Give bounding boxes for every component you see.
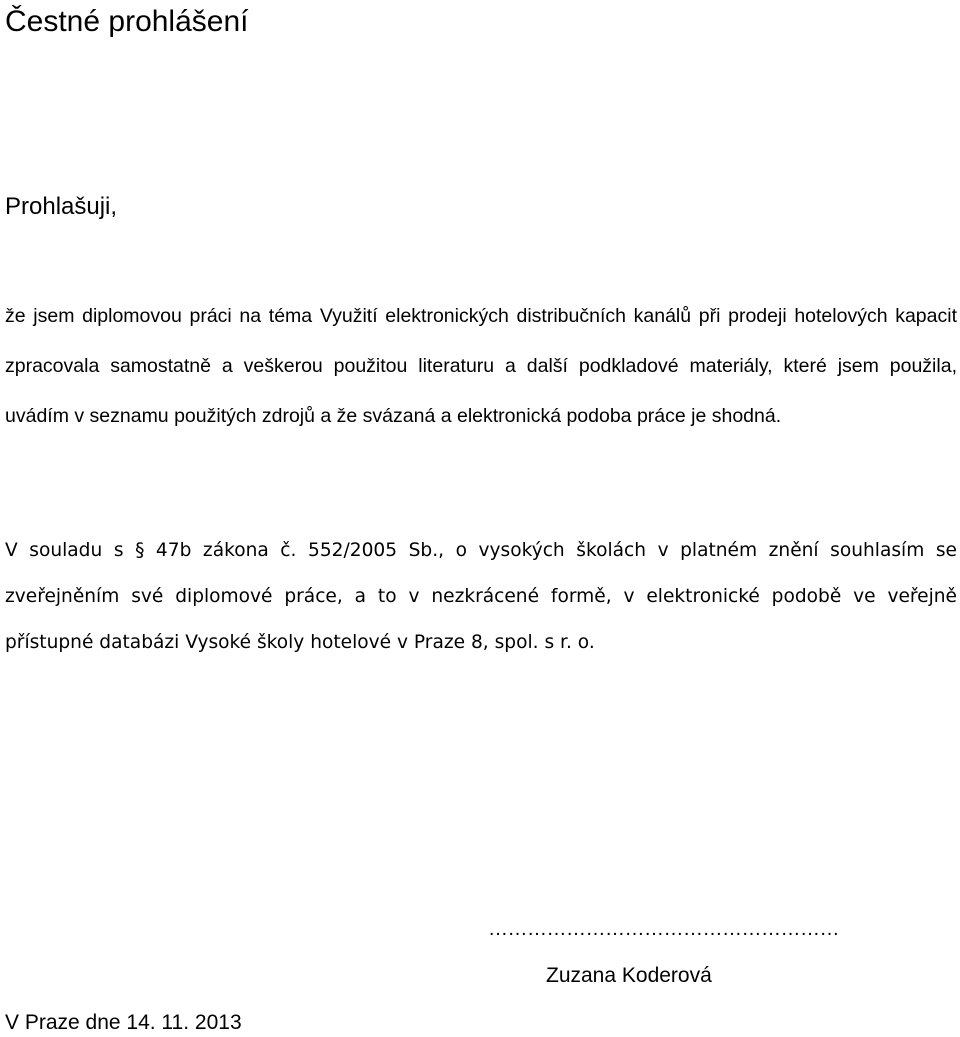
place-and-date: V Praze dne 14. 11. 2013 <box>5 1011 242 1034</box>
declaration-opening: Prohlašuji, <box>5 193 118 220</box>
declaration-paragraph-originality: že jsem diplomovou práci na téma Využití elektronických distribučních kanálů při prodeji hotelových kapacit zpracovala samostatně a veškerou použitou literaturu a další podkladové materiály, které jsem použila, uvádím v seznamu použitých zdrojů a že svázaná a elektronická podoba práce je shodná. <box>5 305 957 427</box>
declaration-paragraph-publication-consent: V souladu s § 47b zákona č. 552/2005 Sb., o vysokých školách v platném znění souhlasím se zveřejněním své diplomové práce, a to v nezkrácené formě, v elektronické podobě ve veřejně přístupné databázi Vysoké školy hotelové v Praze 8, spol. s r. o. <box>5 540 957 653</box>
signer-name: Zuzana Koderová <box>546 964 712 987</box>
document-title: Čestné prohlášení <box>5 5 249 38</box>
signature-line: ……………………………………………… <box>488 918 839 940</box>
